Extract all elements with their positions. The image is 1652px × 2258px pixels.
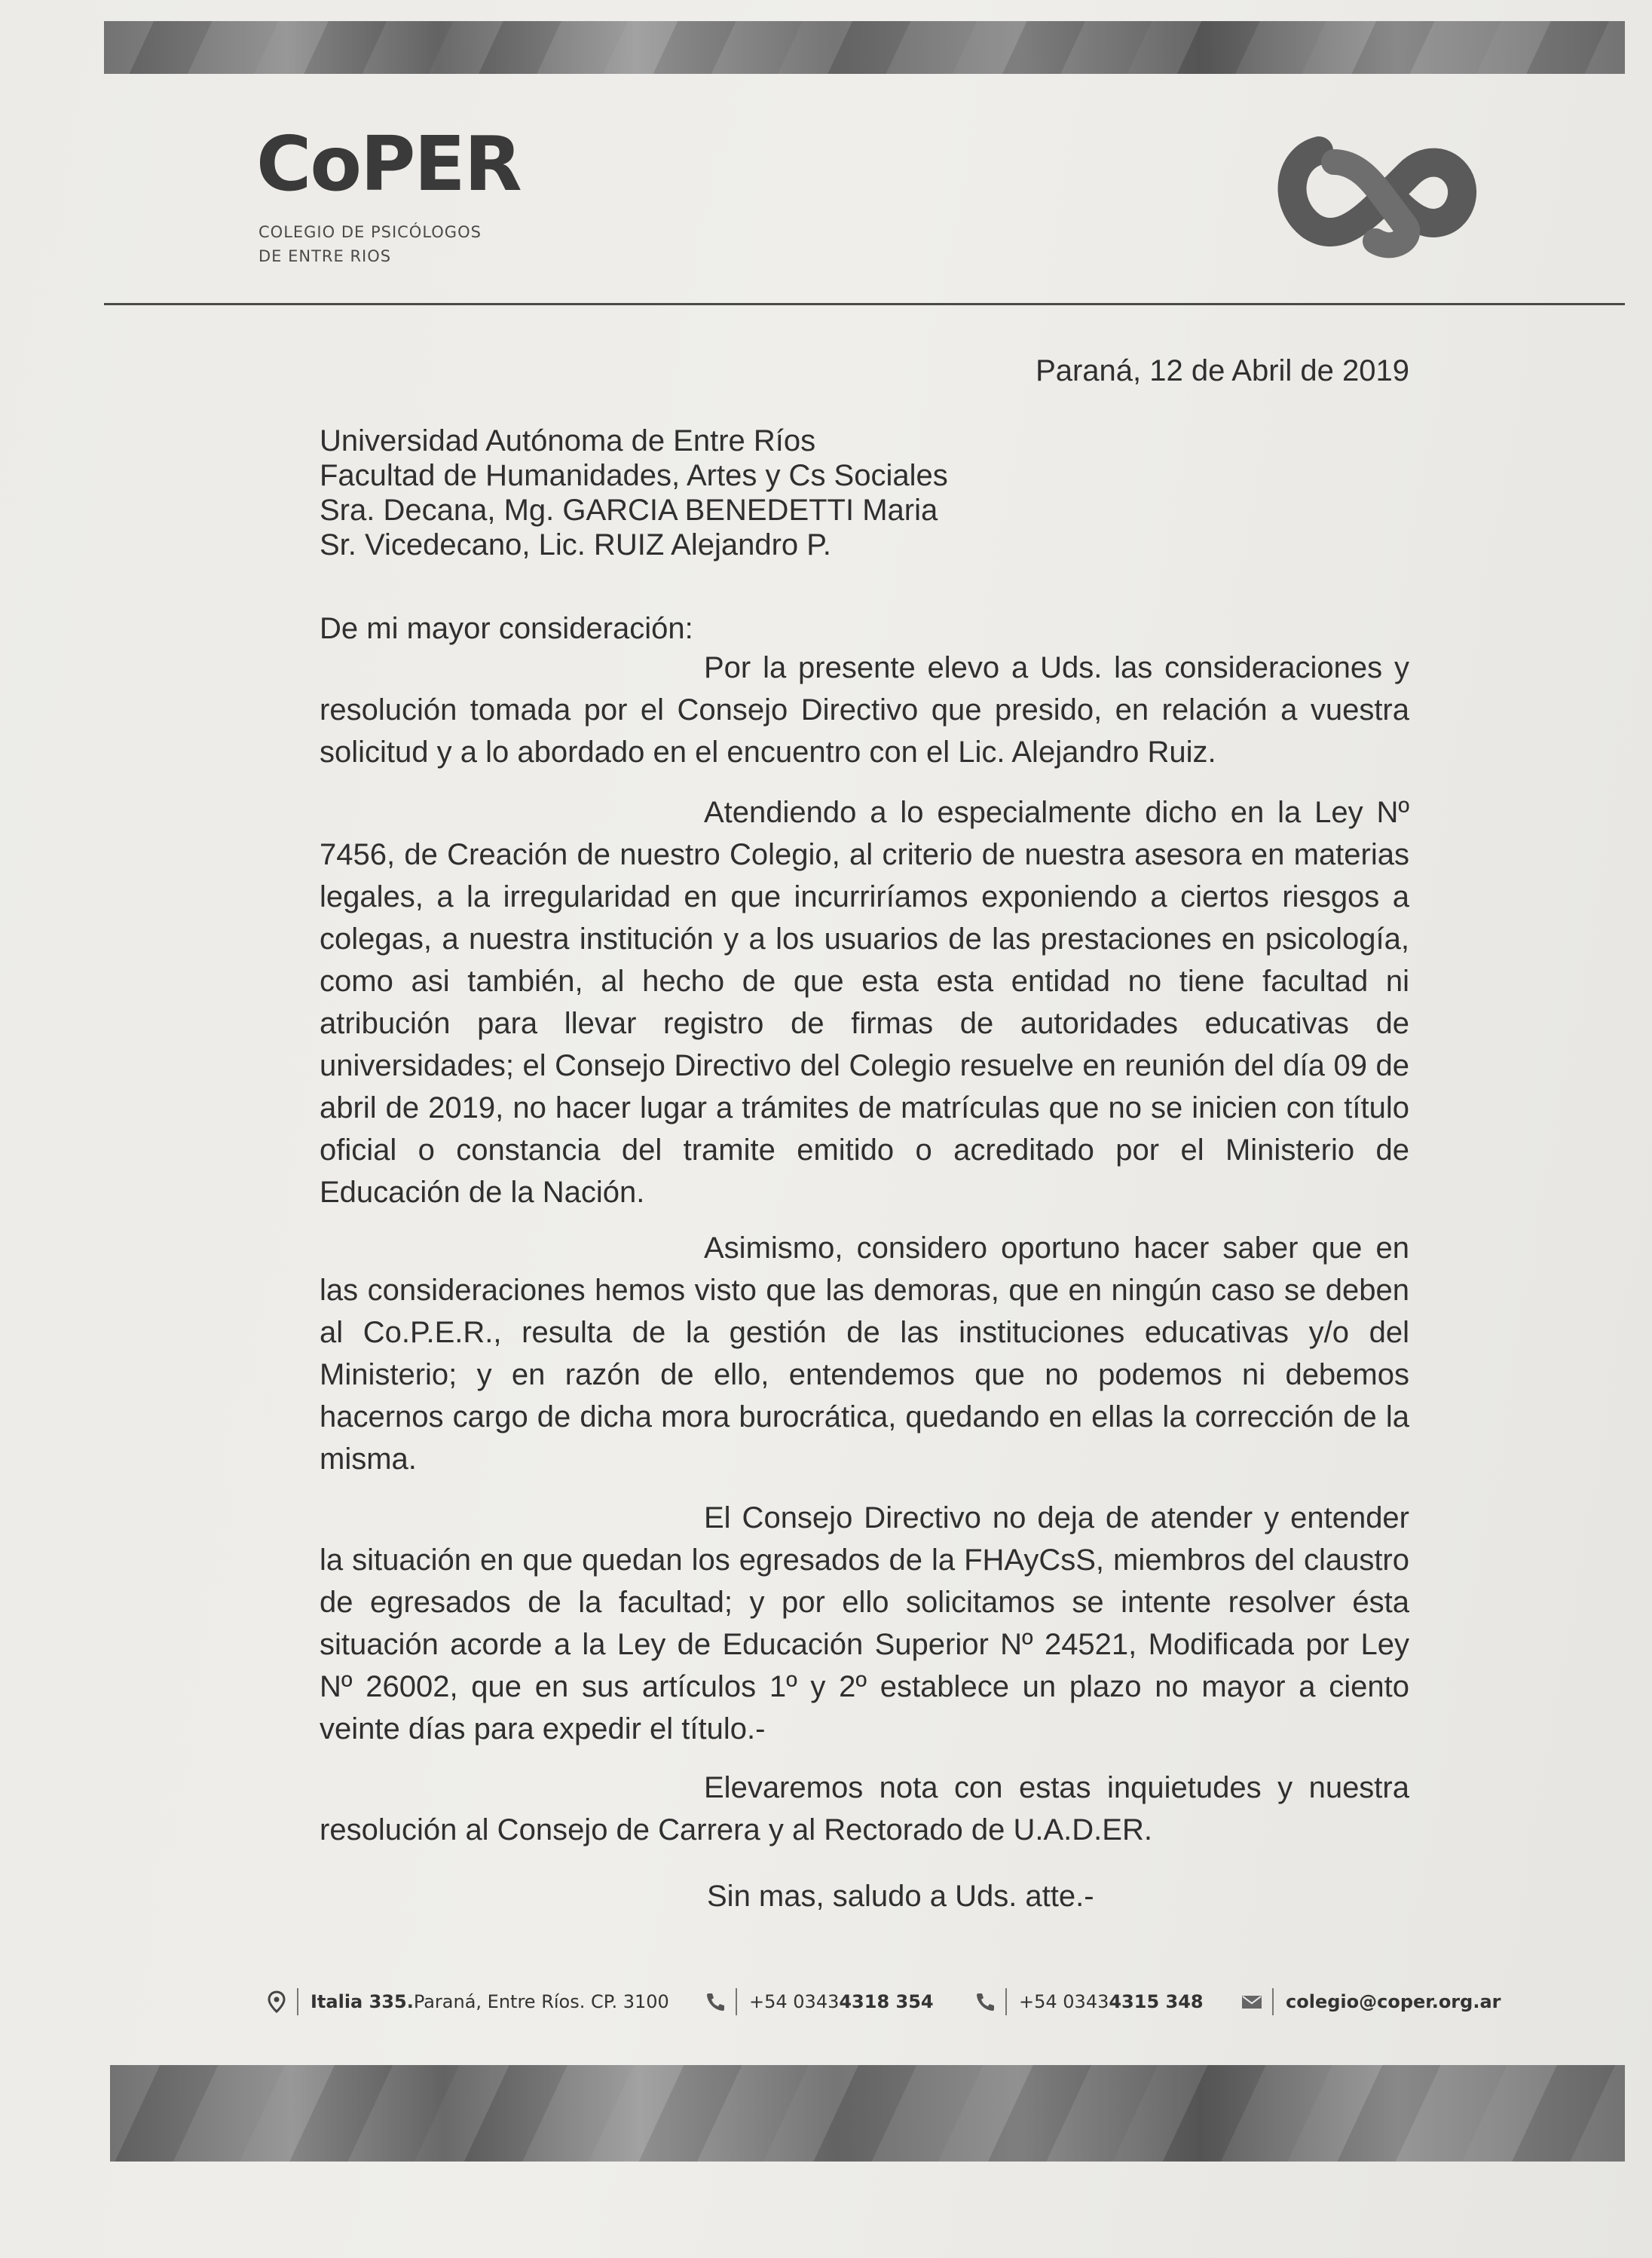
address-city: Paraná, Entre Ríos. CP. 3100 [413, 1991, 669, 2012]
footer-decorative-band [110, 2065, 1625, 2162]
footer-email [1241, 1988, 1501, 2015]
logo-subtitle-line2: DE ENTRE RIOS [259, 247, 392, 265]
header-decorative-band [104, 21, 1625, 74]
infinity-heart-icon [1274, 121, 1485, 264]
footer-phone-2 [974, 1988, 1204, 2015]
letter-paragraph [320, 1227, 1409, 1480]
paragraph-text: El Consejo Directivo no deja de atender y entender la situación en que quedan los egresados de la FHAyCsS, miembros del claustro de egresados de la facultad; y por ello solicitamos se intente resolver ésta situación acorde a la Ley de Educación Superior Nº 24521, Modificada por Ley Nº 26002, que en sus artículos 1º y 2º establece un plazo no mayor a ciento veinte días para expedir el título.- [320, 1501, 1409, 1746]
phone-icon [974, 1990, 996, 2013]
location-pin-icon [265, 1990, 288, 2013]
paragraph-text: Por la presente elevo a Uds. las consideraciones y resolución tomada por el Consejo Directivo que presido, en relación a vuestra solicitud y a lo abordado en el encuentro con el Lic. Alejandro Ruiz. [320, 651, 1409, 769]
phone-icon [704, 1990, 727, 2013]
mail-icon [1241, 1990, 1263, 2013]
recipient-line: Sra. Decana, Mg. GARCIA BENEDETTI Maria [320, 494, 938, 527]
phone2-prefix: +54 0343 [1019, 1991, 1109, 2012]
footer-address [265, 1988, 669, 2015]
recipient-line: Sr. Vicedecano, Lic. RUIZ Alejandro P. [320, 528, 831, 561]
phone1-number: 4318 354 [839, 1991, 934, 2012]
phone2-number: 4315 348 [1109, 1991, 1204, 2012]
letter-paragraph [320, 791, 1409, 1213]
phone1-prefix: +54 0343 [749, 1991, 840, 2012]
letter-closing [320, 1875, 1409, 1917]
recipient-block [320, 424, 1409, 562]
letter-date: Paraná, 12 de Abril de 2019 [1036, 354, 1409, 387]
paragraph-text: Atendiendo a lo especialmente dicho en la Ley Nº 7456, de Creación de nuestro Colegio, al criterio de nuestra asesora en materias legales, a la irregularidad en que incurriríamos exponiendo a ciertos riesgos a colegas, a nuestra institución y a los usuarios de las prestaciones en psicología, como asi también, al hecho de que esta esta entidad no tiene facultad ni atribución para llevar registro de firmas de autoridades educativas de universidades; el Consejo Directivo del Colegio resuelve en reunión del día 09 de abril de 2019, no hacer lugar a trámites de matrículas que no se inicien con título oficial o constancia del tramite emitido o acreditado por el Ministerio de Educación de la Nación. [320, 796, 1409, 1209]
closing-text: Sin mas, saludo a Uds. atte.- [707, 1880, 1094, 1913]
footer-phone [704, 1988, 934, 2015]
paragraph-text: Elevaremos nota con estas inquietudes y nuestra resolución al Consejo de Carrera y al Rectorado de U.A.D.ER. [320, 1771, 1409, 1846]
letter-greeting: De mi mayor consideración: [320, 612, 693, 645]
logo-subtitle-line1: COLEGIO DE PSICÓLOGOS [259, 223, 482, 241]
letter-footer [0, 1978, 1652, 2023]
paragraph-text: Asimismo, considero oportuno hacer saber que en las consideraciones hemos visto que las demoras, que en ningún caso se deben al Co.P.E.R., resulta de la gestión de las instituciones educativas y/o del Ministerio; y en razón de ello, entendemos que no podemos ni debemos hacernos cargo de dicha mora burocrática, quedando en ellas la corrección de la misma. [320, 1231, 1409, 1476]
email-address: colegio@coper.org.ar [1286, 1991, 1501, 2012]
coper-logo-subtitle [259, 220, 530, 268]
recipient-line: Universidad Autónoma de Entre Ríos [320, 424, 816, 457]
letter-paragraph [320, 1497, 1409, 1750]
letter-paragraph [320, 647, 1409, 773]
coper-logo-text: CoPER [256, 120, 521, 208]
recipient-line: Facultad de Humanidades, Artes y Cs Sociales [320, 459, 948, 492]
letter-paragraph [320, 1767, 1409, 1851]
header-divider [104, 303, 1625, 305]
address-street: Italia 335. [311, 1991, 414, 2012]
